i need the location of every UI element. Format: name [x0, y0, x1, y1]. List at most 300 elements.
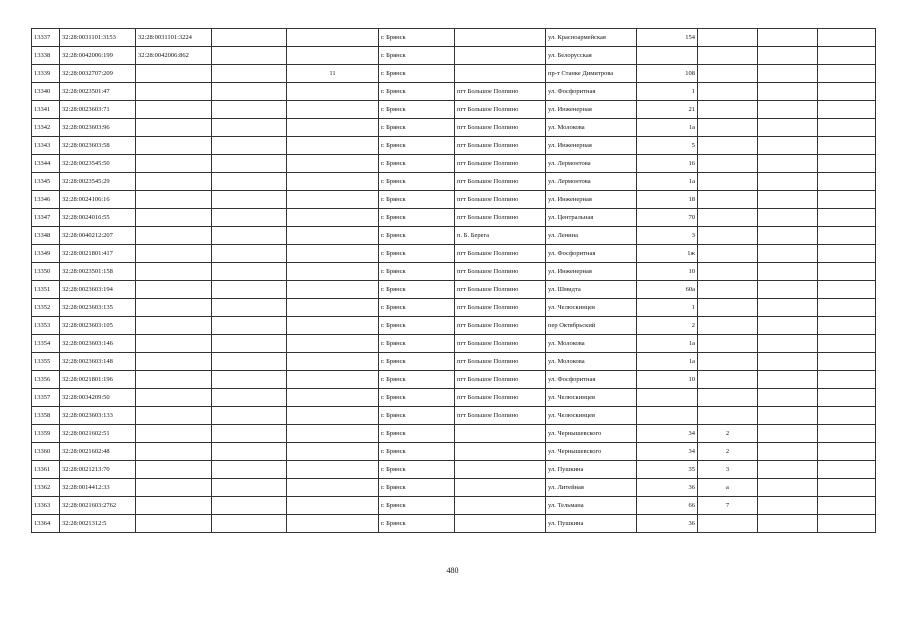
related-cadastral-number-cell: 32:28:0031101:3224 — [136, 29, 212, 47]
empty-cell — [758, 155, 818, 173]
empty-cell — [212, 119, 287, 137]
street-cell: ул. Литейная — [546, 479, 637, 497]
cadastral-number-cell: 32:28:0023545:29 — [60, 173, 136, 191]
building-cell — [698, 227, 758, 245]
empty-cell — [758, 317, 818, 335]
table-row — [32, 155, 876, 173]
table-row — [32, 479, 876, 497]
empty-cell — [758, 407, 818, 425]
record-number-cell: 13340 — [32, 83, 60, 101]
cadastral-number-cell: 32:28:0023603:58 — [60, 137, 136, 155]
settlement-cell: п. Б. Берега — [455, 227, 546, 245]
empty-cell — [212, 173, 287, 191]
related-cadastral-number-cell — [136, 209, 212, 227]
related-cadastral-number-cell — [136, 83, 212, 101]
register-table — [31, 28, 876, 533]
related-cadastral-number-cell — [136, 371, 212, 389]
cadastral-number-cell: 32:28:0021602:51 — [60, 425, 136, 443]
record-number-cell: 13358 — [32, 407, 60, 425]
city-cell: г. Брянск — [379, 317, 455, 335]
empty-cell — [818, 479, 876, 497]
city-cell: г. Брянск — [379, 245, 455, 263]
record-number-cell: 13344 — [32, 155, 60, 173]
table-row — [32, 245, 876, 263]
city-cell: г. Брянск — [379, 299, 455, 317]
empty-cell — [212, 407, 287, 425]
street-cell: пер Октябрьский — [546, 317, 637, 335]
house-number-cell: 1а — [637, 335, 698, 353]
record-number-cell: 13350 — [32, 263, 60, 281]
settlement-cell — [455, 65, 546, 83]
empty-cell — [818, 155, 876, 173]
settlement-cell: пгт Большое Полпино — [455, 263, 546, 281]
settlement-cell: пгт Большое Полпино — [455, 155, 546, 173]
city-cell: г. Брянск — [379, 101, 455, 119]
city-cell: г. Брянск — [379, 119, 455, 137]
related-cadastral-number-cell: 32:28:0042006:862 — [136, 47, 212, 65]
apartment-cell — [287, 461, 379, 479]
table-row — [32, 425, 876, 443]
record-number-cell: 13359 — [32, 425, 60, 443]
related-cadastral-number-cell — [136, 353, 212, 371]
empty-cell — [758, 281, 818, 299]
page-number: 480 — [446, 566, 459, 575]
settlement-cell: пгт Большое Полпино — [455, 371, 546, 389]
empty-cell — [818, 47, 876, 65]
cadastral-number-cell: 32:28:0023603:105 — [60, 317, 136, 335]
empty-cell — [818, 443, 876, 461]
house-number-cell — [637, 389, 698, 407]
cadastral-number-cell: 32:28:0021602:48 — [60, 443, 136, 461]
empty-cell — [818, 425, 876, 443]
settlement-cell: пгт Большое Полпино — [455, 353, 546, 371]
empty-cell — [758, 461, 818, 479]
settlement-cell: пгт Большое Полпино — [455, 119, 546, 137]
table-row — [32, 335, 876, 353]
empty-cell — [818, 83, 876, 101]
house-number-cell: 2 — [637, 317, 698, 335]
building-cell — [698, 65, 758, 83]
building-cell — [698, 353, 758, 371]
city-cell: г. Брянск — [379, 227, 455, 245]
table-row — [32, 47, 876, 65]
settlement-cell: пгт Большое Полпино — [455, 407, 546, 425]
record-number-cell: 13351 — [32, 281, 60, 299]
empty-cell — [818, 299, 876, 317]
street-cell: ул. Пушкина — [546, 515, 637, 533]
building-cell — [698, 47, 758, 65]
street-cell: ул. Инженерная — [546, 101, 637, 119]
empty-cell — [818, 461, 876, 479]
street-cell: ул. Инженерная — [546, 191, 637, 209]
street-cell: ул. Ленина — [546, 227, 637, 245]
empty-cell — [212, 515, 287, 533]
empty-cell — [212, 101, 287, 119]
street-cell: ул. Фосфоритная — [546, 371, 637, 389]
cadastral-number-cell: 32:28:0021603:2762 — [60, 497, 136, 515]
city-cell: г. Брянск — [379, 47, 455, 65]
empty-cell — [818, 497, 876, 515]
settlement-cell: пгт Большое Полпино — [455, 191, 546, 209]
building-cell — [698, 83, 758, 101]
house-number-cell: 1а — [637, 173, 698, 191]
house-number-cell: 5 — [637, 137, 698, 155]
building-cell: 2 — [698, 443, 758, 461]
empty-cell — [758, 353, 818, 371]
settlement-cell: пгт Большое Полпино — [455, 209, 546, 227]
street-cell: ул. Тельмана — [546, 497, 637, 515]
house-number-cell: 70 — [637, 209, 698, 227]
empty-cell — [758, 425, 818, 443]
city-cell: г. Брянск — [379, 353, 455, 371]
apartment-cell: 11 — [287, 65, 379, 83]
street-cell: ул. Инженерная — [546, 137, 637, 155]
related-cadastral-number-cell — [136, 425, 212, 443]
table-row — [32, 353, 876, 371]
record-number-cell: 13357 — [32, 389, 60, 407]
table-row — [32, 461, 876, 479]
empty-cell — [818, 335, 876, 353]
street-cell: ул. Инженерная — [546, 263, 637, 281]
empty-cell — [758, 191, 818, 209]
empty-cell — [818, 371, 876, 389]
house-number-cell: 10 — [637, 263, 698, 281]
record-number-cell: 13337 — [32, 29, 60, 47]
empty-cell — [818, 227, 876, 245]
empty-cell — [818, 353, 876, 371]
house-number-cell: 18 — [637, 191, 698, 209]
apartment-cell — [287, 299, 379, 317]
related-cadastral-number-cell — [136, 461, 212, 479]
building-cell — [698, 371, 758, 389]
related-cadastral-number-cell — [136, 119, 212, 137]
street-cell: ул. Центральная — [546, 209, 637, 227]
record-number-cell: 13356 — [32, 371, 60, 389]
empty-cell — [212, 29, 287, 47]
record-number-cell: 13354 — [32, 335, 60, 353]
cadastral-number-cell: 32:28:0031101:3153 — [60, 29, 136, 47]
house-number-cell: 16 — [637, 155, 698, 173]
table-row — [32, 281, 876, 299]
record-number-cell: 13361 — [32, 461, 60, 479]
empty-cell — [758, 65, 818, 83]
empty-cell — [818, 281, 876, 299]
empty-cell — [212, 263, 287, 281]
street-cell: ул. Молокова — [546, 119, 637, 137]
cadastral-number-cell: 32:28:0024016:55 — [60, 209, 136, 227]
table-row — [32, 443, 876, 461]
record-number-cell: 13353 — [32, 317, 60, 335]
related-cadastral-number-cell — [136, 173, 212, 191]
empty-cell — [818, 263, 876, 281]
apartment-cell — [287, 155, 379, 173]
apartment-cell — [287, 335, 379, 353]
house-number-cell: 36 — [637, 479, 698, 497]
empty-cell — [212, 191, 287, 209]
table-row — [32, 29, 876, 47]
apartment-cell — [287, 407, 379, 425]
city-cell: г. Брянск — [379, 497, 455, 515]
table-row — [32, 497, 876, 515]
building-cell — [698, 155, 758, 173]
cadastral-number-cell: 32:28:0040212:207 — [60, 227, 136, 245]
apartment-cell — [287, 137, 379, 155]
apartment-cell — [287, 209, 379, 227]
table-row — [32, 191, 876, 209]
related-cadastral-number-cell — [136, 443, 212, 461]
city-cell: г. Брянск — [379, 389, 455, 407]
cadastral-number-cell: 32:28:0034209:50 — [60, 389, 136, 407]
building-cell — [698, 29, 758, 47]
record-number-cell: 13346 — [32, 191, 60, 209]
related-cadastral-number-cell — [136, 191, 212, 209]
empty-cell — [212, 245, 287, 263]
settlement-cell: пгт Большое Полпино — [455, 389, 546, 407]
related-cadastral-number-cell — [136, 497, 212, 515]
empty-cell — [818, 65, 876, 83]
house-number-cell: 36 — [637, 515, 698, 533]
settlement-cell — [455, 497, 546, 515]
settlement-cell: пгт Большое Полпино — [455, 281, 546, 299]
house-number-cell: 35 — [637, 461, 698, 479]
related-cadastral-number-cell — [136, 317, 212, 335]
settlement-cell: пгт Большое Полпино — [455, 137, 546, 155]
record-number-cell: 13363 — [32, 497, 60, 515]
apartment-cell — [287, 101, 379, 119]
settlement-cell — [455, 47, 546, 65]
cadastral-number-cell: 32:28:0042006:199 — [60, 47, 136, 65]
house-number-cell: 3 — [637, 227, 698, 245]
street-cell: ул. Челюскинцев — [546, 299, 637, 317]
table-body — [32, 29, 876, 533]
apartment-cell — [287, 47, 379, 65]
cadastral-number-cell: 32:28:0023603:146 — [60, 335, 136, 353]
building-cell — [698, 407, 758, 425]
apartment-cell — [287, 389, 379, 407]
record-number-cell: 13341 — [32, 101, 60, 119]
settlement-cell — [455, 425, 546, 443]
settlement-cell: пгт Большое Полпино — [455, 83, 546, 101]
cadastral-number-cell: 32:28:0023545:50 — [60, 155, 136, 173]
related-cadastral-number-cell — [136, 299, 212, 317]
related-cadastral-number-cell — [136, 335, 212, 353]
empty-cell — [818, 317, 876, 335]
house-number-cell: 1 — [637, 299, 698, 317]
house-number-cell: 1ж — [637, 245, 698, 263]
cadastral-number-cell: 32:28:0024106:16 — [60, 191, 136, 209]
apartment-cell — [287, 263, 379, 281]
cadastral-number-cell: 32:28:0023501:47 — [60, 83, 136, 101]
empty-cell — [212, 227, 287, 245]
related-cadastral-number-cell — [136, 155, 212, 173]
table-row — [32, 137, 876, 155]
house-number-cell: 1а — [637, 119, 698, 137]
table-row — [32, 263, 876, 281]
record-number-cell: 13355 — [32, 353, 60, 371]
cadastral-number-cell: 32:28:0021312:5 — [60, 515, 136, 533]
apartment-cell — [287, 497, 379, 515]
cadastral-number-cell: 32:28:0023603:194 — [60, 281, 136, 299]
house-number-cell: 108 — [637, 65, 698, 83]
cadastral-number-cell: 32:28:0014412:33 — [60, 479, 136, 497]
empty-cell — [212, 461, 287, 479]
empty-cell — [758, 515, 818, 533]
city-cell: г. Брянск — [379, 83, 455, 101]
apartment-cell — [287, 353, 379, 371]
empty-cell — [758, 479, 818, 497]
cadastral-number-cell: 32:28:0023603:71 — [60, 101, 136, 119]
house-number-cell: 66 — [637, 497, 698, 515]
apartment-cell — [287, 29, 379, 47]
record-number-cell: 13339 — [32, 65, 60, 83]
empty-cell — [758, 497, 818, 515]
city-cell: г. Брянск — [379, 425, 455, 443]
empty-cell — [818, 29, 876, 47]
building-cell — [698, 317, 758, 335]
record-number-cell: 13343 — [32, 137, 60, 155]
cadastral-number-cell: 32:28:0023603:148 — [60, 353, 136, 371]
house-number-cell: 21 — [637, 101, 698, 119]
record-number-cell: 13348 — [32, 227, 60, 245]
related-cadastral-number-cell — [136, 281, 212, 299]
settlement-cell: пгт Большое Полпино — [455, 101, 546, 119]
house-number-cell — [637, 407, 698, 425]
table-row — [32, 209, 876, 227]
building-cell: 7 — [698, 497, 758, 515]
table-row — [32, 299, 876, 317]
cadastral-number-cell: 32:28:0023603:135 — [60, 299, 136, 317]
building-cell — [698, 263, 758, 281]
house-number-cell — [637, 47, 698, 65]
related-cadastral-number-cell — [136, 479, 212, 497]
street-cell: ул. Лермонтова — [546, 173, 637, 191]
table-row — [32, 83, 876, 101]
record-number-cell: 13349 — [32, 245, 60, 263]
related-cadastral-number-cell — [136, 263, 212, 281]
empty-cell — [758, 389, 818, 407]
related-cadastral-number-cell — [136, 515, 212, 533]
apartment-cell — [287, 479, 379, 497]
settlement-cell — [455, 515, 546, 533]
street-cell: ул. Челюскинцев — [546, 407, 637, 425]
related-cadastral-number-cell — [136, 245, 212, 263]
apartment-cell — [287, 443, 379, 461]
city-cell: г. Брянск — [379, 335, 455, 353]
empty-cell — [818, 119, 876, 137]
cadastral-number-cell: 32:28:0023603:96 — [60, 119, 136, 137]
street-cell: ул. Шмидта — [546, 281, 637, 299]
empty-cell — [212, 209, 287, 227]
city-cell: г. Брянск — [379, 65, 455, 83]
empty-cell — [758, 137, 818, 155]
street-cell: ул. Пушкина — [546, 461, 637, 479]
empty-cell — [212, 443, 287, 461]
street-cell: ул. Чернышевского — [546, 425, 637, 443]
related-cadastral-number-cell — [136, 65, 212, 83]
street-cell: ул. Молокова — [546, 353, 637, 371]
empty-cell — [758, 47, 818, 65]
related-cadastral-number-cell — [136, 389, 212, 407]
empty-cell — [818, 191, 876, 209]
table-row — [32, 173, 876, 191]
city-cell: г. Брянск — [379, 137, 455, 155]
cadastral-number-cell: 32:28:0021801:417 — [60, 245, 136, 263]
building-cell — [698, 119, 758, 137]
empty-cell — [818, 101, 876, 119]
empty-cell — [818, 209, 876, 227]
table-row — [32, 65, 876, 83]
empty-cell — [758, 29, 818, 47]
empty-cell — [212, 497, 287, 515]
empty-cell — [212, 83, 287, 101]
empty-cell — [212, 47, 287, 65]
related-cadastral-number-cell — [136, 137, 212, 155]
cadastral-number-cell: 32:28:0023603:133 — [60, 407, 136, 425]
related-cadastral-number-cell — [136, 407, 212, 425]
empty-cell — [818, 407, 876, 425]
empty-cell — [758, 443, 818, 461]
empty-cell — [758, 335, 818, 353]
empty-cell — [758, 263, 818, 281]
empty-cell — [212, 479, 287, 497]
house-number-cell: 34 — [637, 443, 698, 461]
street-cell: ул. Чернышевского — [546, 443, 637, 461]
building-cell — [698, 281, 758, 299]
apartment-cell — [287, 173, 379, 191]
empty-cell — [212, 137, 287, 155]
building-cell — [698, 173, 758, 191]
settlement-cell: пгт Большое Полпино — [455, 245, 546, 263]
building-cell: 2 — [698, 425, 758, 443]
building-cell — [698, 515, 758, 533]
empty-cell — [212, 335, 287, 353]
empty-cell — [758, 227, 818, 245]
table-row — [32, 407, 876, 425]
apartment-cell — [287, 227, 379, 245]
table-row — [32, 317, 876, 335]
city-cell: г. Брянск — [379, 263, 455, 281]
apartment-cell — [287, 245, 379, 263]
empty-cell — [818, 245, 876, 263]
building-cell — [698, 101, 758, 119]
table-row — [32, 515, 876, 533]
city-cell: г. Брянск — [379, 209, 455, 227]
empty-cell — [758, 173, 818, 191]
empty-cell — [758, 371, 818, 389]
street-cell: ул. Молокова — [546, 335, 637, 353]
city-cell: г. Брянск — [379, 461, 455, 479]
street-cell: ул. Фосфоритная — [546, 83, 637, 101]
apartment-cell — [287, 119, 379, 137]
apartment-cell — [287, 317, 379, 335]
house-number-cell: 60а — [637, 281, 698, 299]
empty-cell — [212, 299, 287, 317]
building-cell: 3 — [698, 461, 758, 479]
cadastral-number-cell: 32:28:0032707:209 — [60, 65, 136, 83]
empty-cell — [212, 425, 287, 443]
related-cadastral-number-cell — [136, 101, 212, 119]
settlement-cell — [455, 29, 546, 47]
house-number-cell: 154 — [637, 29, 698, 47]
empty-cell — [212, 65, 287, 83]
table-row — [32, 101, 876, 119]
city-cell: г. Брянск — [379, 173, 455, 191]
empty-cell — [212, 155, 287, 173]
city-cell: г. Брянск — [379, 479, 455, 497]
street-cell: ул. Белорусская — [546, 47, 637, 65]
apartment-cell — [287, 281, 379, 299]
settlement-cell: пгт Большое Полпино — [455, 173, 546, 191]
